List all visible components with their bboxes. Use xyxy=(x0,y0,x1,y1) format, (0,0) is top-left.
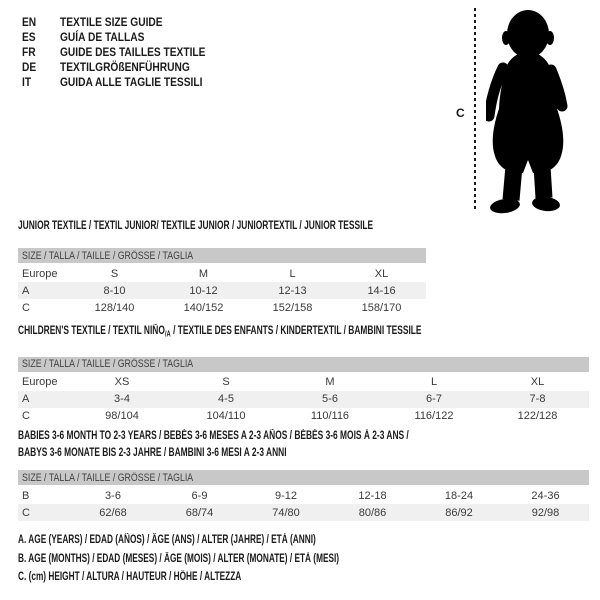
table-cell: 9-12 xyxy=(274,489,298,502)
junior-textile-section xyxy=(18,220,504,316)
language-title: GUIDE DES TAILLES TEXTILE xyxy=(60,45,206,59)
junior-table-title-text: JUNIOR TEXTILE / TEXTIL JUNIOR/ TEXTILE JUNIOR / JUNIORTEXTIL / JUNIOR TESSILE xyxy=(18,220,374,232)
language-title-list xyxy=(22,13,231,88)
title-part: CHILDREN'S TEXTILE / TEXTIL NIÑO xyxy=(18,325,165,337)
size-header-row xyxy=(18,357,589,373)
table-cell: 6-9 xyxy=(191,489,208,502)
table-cell: 140/152 xyxy=(183,301,224,314)
language-code: ES xyxy=(22,30,36,44)
size-header-row xyxy=(18,248,426,264)
size-header-text: SIZE / TALLA / TAILLE / GRÖSSE / TAGLIA xyxy=(22,358,194,370)
note-text: A. AGE (YEARS) / EDAD (AÑOS) / ÂGE (ANS) / ALTER (JAHRE) / ETÀ (ANNI) xyxy=(18,534,316,546)
language-code: EN xyxy=(22,15,37,29)
table-row xyxy=(18,282,426,299)
table-cell: 68/74 xyxy=(156,504,243,521)
table-cell: 24-36 xyxy=(531,489,560,502)
table-cell: M xyxy=(325,376,335,388)
table-row xyxy=(18,373,589,391)
table-cell: 14-16 xyxy=(337,282,426,299)
language-row xyxy=(22,43,231,58)
childrens-size-table xyxy=(18,357,589,425)
table-row xyxy=(18,391,589,408)
table-row xyxy=(18,504,589,521)
table-row xyxy=(18,299,426,316)
row-label-cell: A xyxy=(18,391,70,408)
row-label-cell: A xyxy=(18,282,70,299)
language-title: GUIDA ALLE TAGLIE TESSILI xyxy=(60,75,203,89)
baby-silhouette-icon xyxy=(486,8,570,214)
row-label-cell: C xyxy=(18,504,70,521)
childrens-table-title-text xyxy=(18,325,422,341)
row-label-cell: B xyxy=(22,489,30,502)
babies-size-table xyxy=(18,470,589,521)
language-code: DE xyxy=(22,60,37,74)
title-subscript: /A xyxy=(164,329,171,339)
babies-table-title xyxy=(18,428,589,462)
table-cell: L xyxy=(430,376,438,388)
table-cell: S xyxy=(110,267,119,280)
note-text: C. (cm) HEIGHT / ALTURA / HAUTEUR / HÖHE / ALTEZZA xyxy=(18,571,242,584)
note-age-years xyxy=(18,531,464,550)
table-cell: M xyxy=(198,267,209,280)
height-measure-label: C xyxy=(456,106,465,120)
childrens-textile-section xyxy=(18,325,589,425)
table-cell: 8-10 xyxy=(70,282,159,299)
table-cell: 3-4 xyxy=(70,391,174,408)
babies-textile-section xyxy=(18,428,589,521)
table-cell: 3-6 xyxy=(105,489,121,502)
table-cell: 92/98 xyxy=(502,504,589,521)
table-cell: XS xyxy=(114,376,130,388)
table-cell: 10-12 xyxy=(159,282,248,299)
table-cell: 80/86 xyxy=(329,504,416,521)
size-header-cell xyxy=(18,357,589,373)
note-age-months xyxy=(18,550,464,569)
row-label-cell: C xyxy=(22,301,30,314)
table-cell: 6-7 xyxy=(382,391,486,408)
table-cell: XL xyxy=(530,376,545,388)
row-label-cell: Europe xyxy=(22,376,58,388)
babies-title-line2: BABYS 3-6 MONATE BIS 2-3 JAHRE / BAMBINI 3-6 MESI A 2-3 ANNI xyxy=(18,447,287,459)
table-cell: XL xyxy=(374,267,389,280)
table-cell: 18-24 xyxy=(444,489,474,502)
table-cell: L xyxy=(289,267,296,280)
table-cell: 98/104 xyxy=(105,410,139,422)
table-cell: 7-8 xyxy=(486,391,589,408)
table-cell: S xyxy=(222,376,230,388)
table-cell: 86/92 xyxy=(416,504,502,521)
table-cell: 158/170 xyxy=(361,301,402,314)
height-reference-dashed-line xyxy=(474,8,476,212)
note-text: B. AGE (MONTHS) / EDAD (MESES) / ÂGE (MOIS) / ALTER (MONATE) / ETÀ (MESI) xyxy=(18,552,340,565)
table-row xyxy=(18,486,589,504)
title-part: / TEXTILE DES ENFANTS / KINDERTEXTIL / BAMBINI TESSILE xyxy=(170,325,422,337)
language-row xyxy=(22,28,231,43)
babies-title-line1: BABIES 3-6 MONTH TO 2-3 YEARS / BEBÉS 3-6 MESES A 2-3 AÑOS / BÉBÉS 3-6 MOIS À 2-3 ANS / xyxy=(18,430,409,442)
legend-notes xyxy=(18,531,464,587)
note-height-cm xyxy=(18,568,464,587)
table-cell: 110/116 xyxy=(310,410,350,422)
language-code: IT xyxy=(22,75,32,89)
table-cell: 104/110 xyxy=(206,410,246,422)
table-cell: 116/122 xyxy=(414,410,454,422)
language-row xyxy=(22,58,231,73)
table-cell: 128/140 xyxy=(94,301,135,314)
table-cell: 62/68 xyxy=(70,504,156,521)
size-header-row xyxy=(18,470,589,486)
language-code: FR xyxy=(22,45,36,59)
table-cell: 5-6 xyxy=(278,391,382,408)
table-row xyxy=(18,408,589,425)
language-title: TEXTILE SIZE GUIDE xyxy=(60,15,163,29)
size-header-cell xyxy=(18,248,426,264)
size-header-text: SIZE / TALLA / TAILLE / GRÖSSE / TAGLIA xyxy=(22,249,194,262)
size-header-text: SIZE / TALLA / TAILLE / GRÖSSE / TAGLIA xyxy=(22,471,194,484)
language-title: GUÍA DE TALLAS xyxy=(60,30,145,44)
table-cell: 74/80 xyxy=(243,504,329,521)
size-header-cell xyxy=(18,470,589,486)
table-cell: 12-13 xyxy=(248,282,337,299)
row-label-cell: C xyxy=(22,410,30,422)
junior-size-table xyxy=(18,248,426,316)
junior-table-title xyxy=(18,220,504,232)
table-cell: 152/158 xyxy=(272,301,313,314)
table-cell: 122/128 xyxy=(517,410,558,422)
row-label-cell: Europe xyxy=(22,267,58,280)
language-row xyxy=(22,13,231,28)
table-row xyxy=(18,264,426,282)
table-cell: 12-18 xyxy=(358,489,387,502)
language-row xyxy=(22,73,231,88)
table-cell: 4-5 xyxy=(174,391,278,408)
childrens-table-title xyxy=(18,325,589,341)
language-title: TEXTILGRÖßENFÜHRUNG xyxy=(60,60,190,74)
